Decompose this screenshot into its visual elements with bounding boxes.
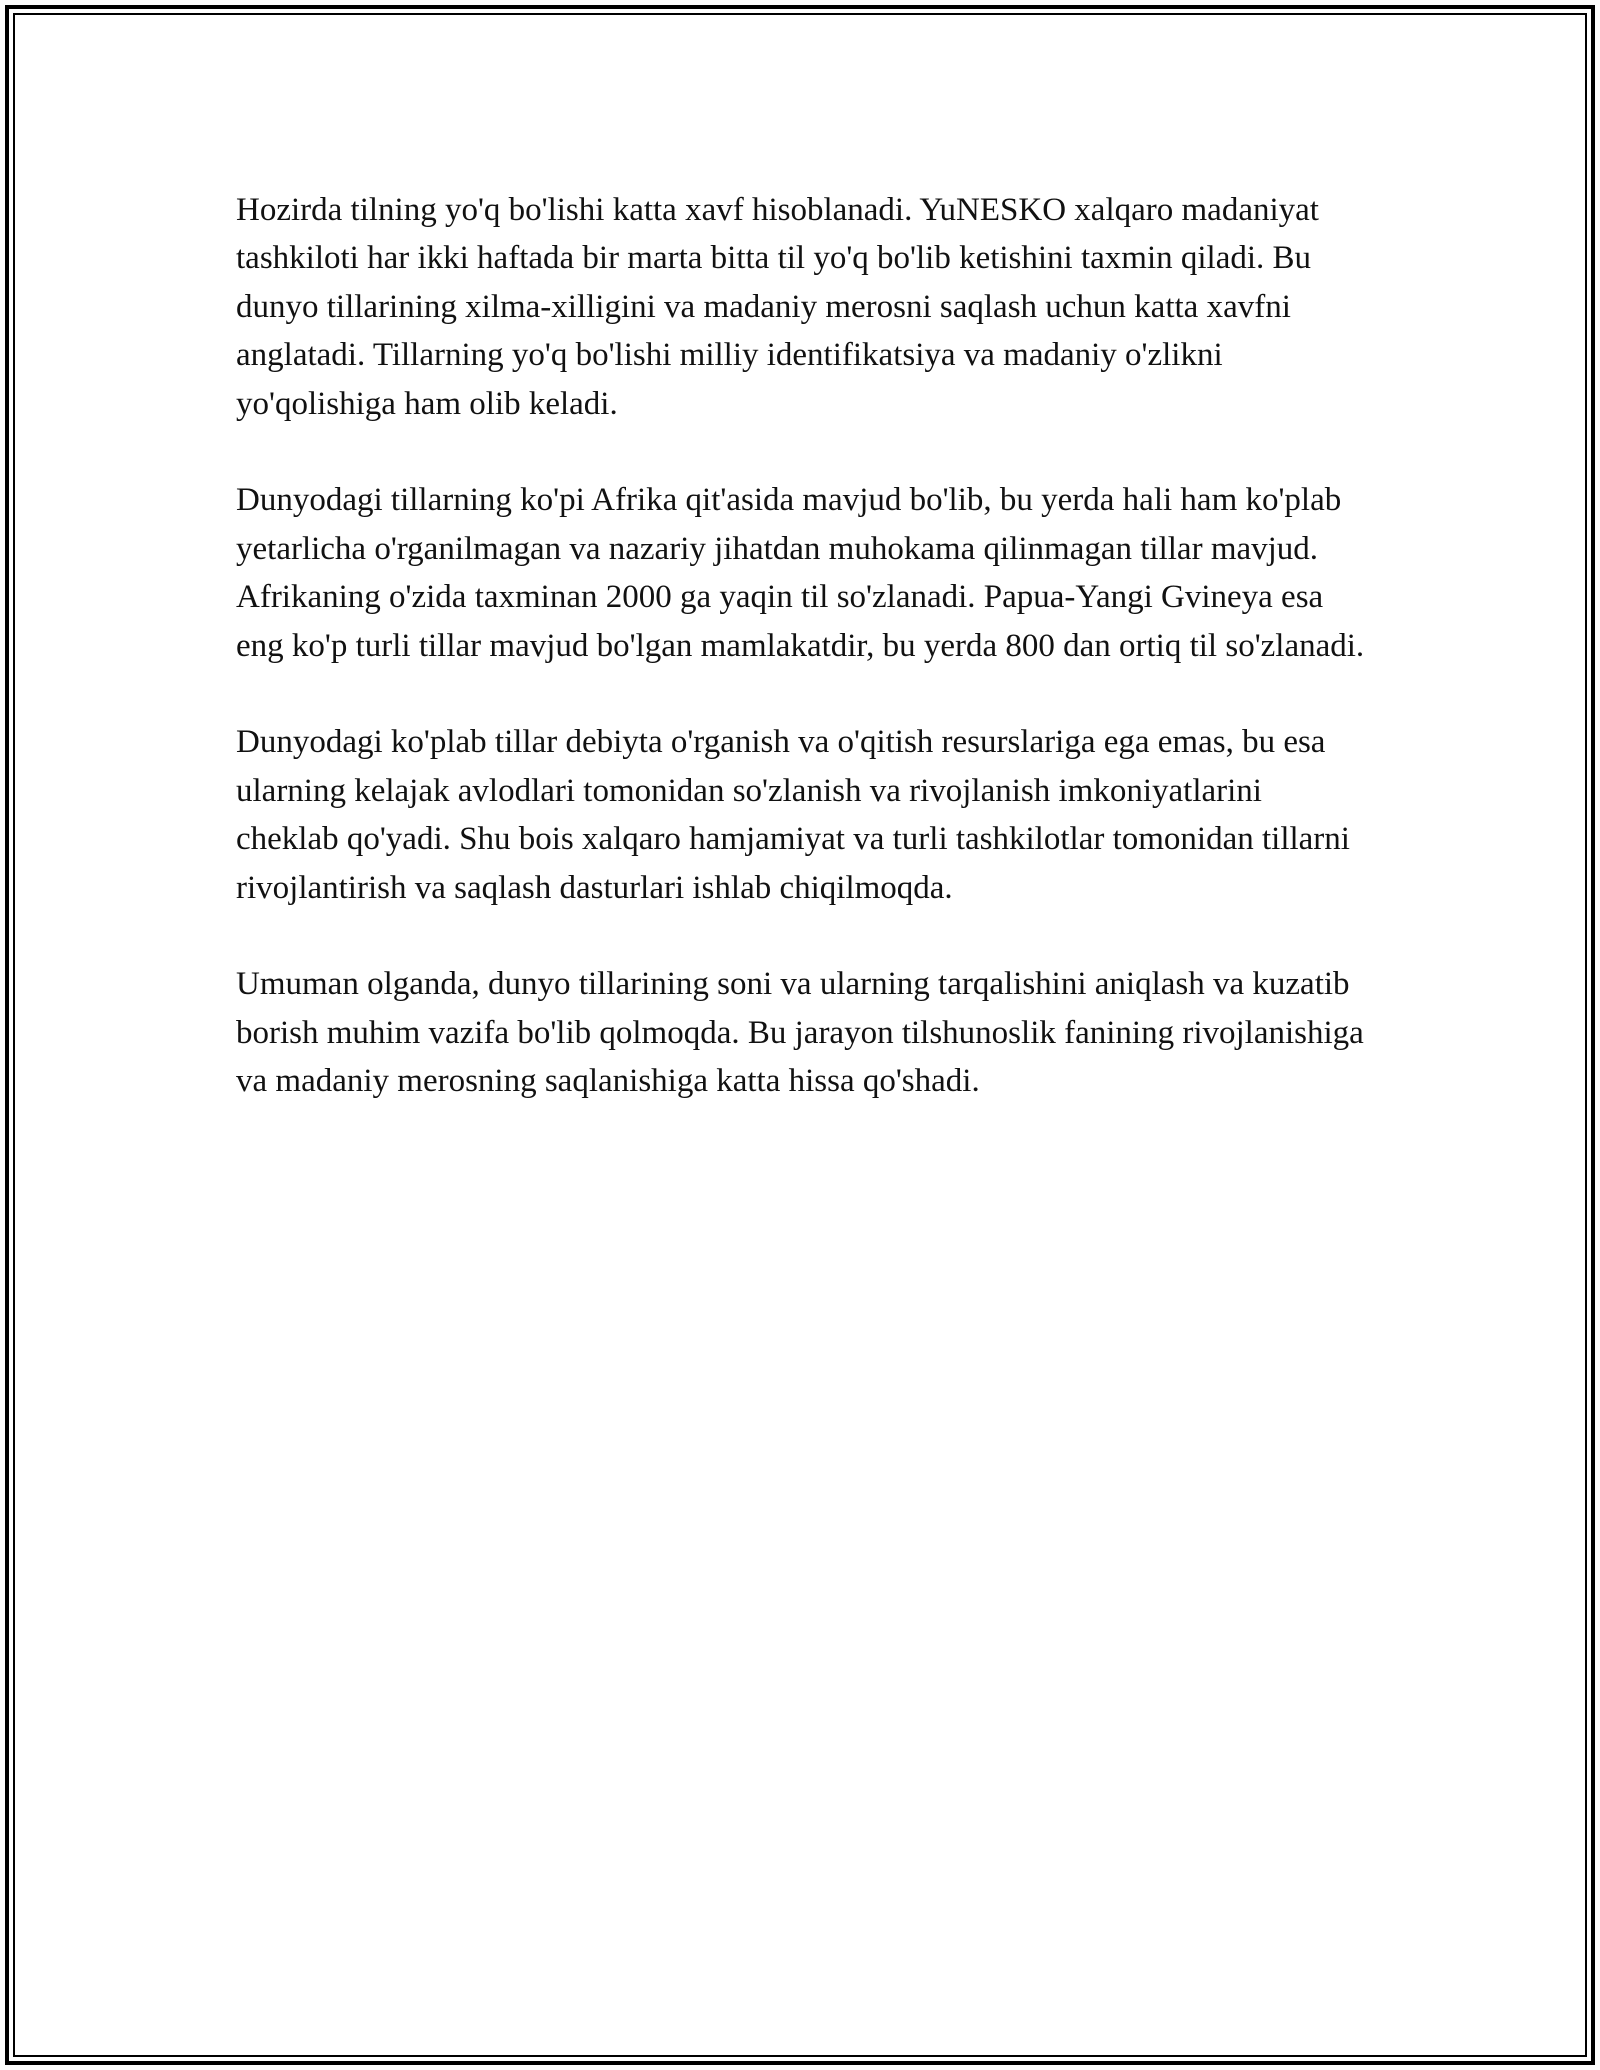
paragraph-3: Dunyodagi ko'plab tillar debiyta o'rganish va o'qitish resurslariga ega emas, bu esa ularning kelajak avlodlari tomonidan so'zlanish va rivojlanish imkoniyatlarini cheklab qo'yadi. Shu bois xalqaro hamjamiyat va turli tashkilotlar tomonidan tillarni rivojlantirish va saqlash dasturlari ishlab chiqilmoqda. xyxy=(236,724,1350,906)
document-body xyxy=(236,186,1366,1106)
paragraph-1: Hozirda tilning yo'q bo'lishi katta xavf hisoblanadi. YuNESKO xalqaro madaniyat tashkiloti har ikki haftada bir marta bitta til yo'q bo'lib ketishini taxmin qiladi. Bu dunyo tillarining xilma-xilligini va madaniy merosni saqlash uchun katta xavfni anglatadi. Tillarning yo'q bo'lishi milliy identifikatsiya va madaniy o'zlikni yo'qolishiga ham olib keladi. xyxy=(236,192,1319,422)
paragraph-2: Dunyodagi tillarning ko'pi Afrika qit'asida mavjud bo'lib, bu yerda hali ham ko'plab yetarlicha o'rganilmagan va nazariy jihatdan muhokama qilinmagan tillar mavjud. Afrikaning o'zida taxminan 2000 ga yaqin til so'zlanadi. Papua-Yangi Gvineya esa eng ko'p turli tillar mavjud bo'lgan mamlakatdir, bu yerda 800 dan ortiq til so'zlanadi. xyxy=(236,482,1365,664)
paragraph-4: Umuman olganda, dunyo tillarining soni va ularning tarqalishini aniqlash va kuzatib borish muhim vazifa bo'lib qolmoqda. Bu jarayon tilshunoslik fanining rivojlanishiga va madaniy merosning saqlanishiga katta hissa qo'shadi. xyxy=(236,966,1364,1100)
